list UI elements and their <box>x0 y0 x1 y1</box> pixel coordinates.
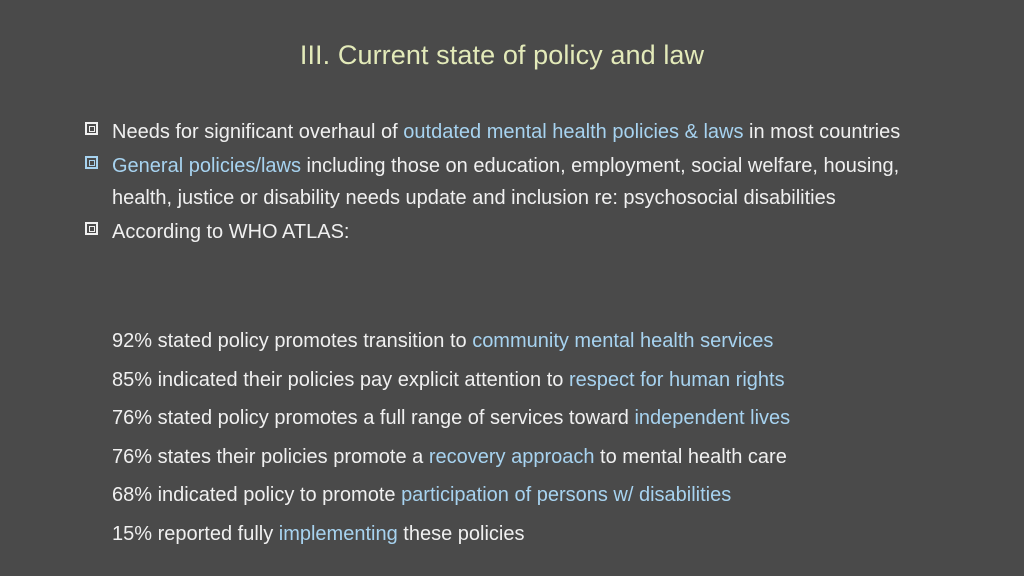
bullet-item <box>84 116 964 148</box>
bullet-highlight: outdated mental health policies & laws <box>403 121 744 143</box>
stat-highlight: community mental health services <box>472 330 774 352</box>
stat-line <box>112 476 992 515</box>
stat-line <box>112 515 992 554</box>
stat-list <box>112 322 992 553</box>
stat-text: 76% states their policies promote a <box>112 445 429 468</box>
bullet-text: Needs for significant overhaul of <box>112 121 404 143</box>
stat-text: 68% indicated policy to promote <box>112 484 402 506</box>
square-bullet-icon <box>85 156 98 169</box>
stat-text: 85% indicated their policies pay explicit attention to <box>112 368 569 391</box>
stat-line <box>112 322 992 361</box>
stat-highlight: participation of persons w/ disabilities <box>401 484 732 506</box>
bullet-text: in most countries <box>743 121 901 143</box>
slide-title: III. Current state of policy and law <box>299 40 705 70</box>
stat-highlight: respect for human rights <box>568 368 785 391</box>
bullet-item <box>84 150 964 214</box>
bullet-list <box>84 116 964 250</box>
stat-line <box>112 361 992 400</box>
bullet-item <box>84 216 964 248</box>
stat-text: 92% stated policy promotes transition to <box>112 330 473 352</box>
stat-line <box>112 399 992 438</box>
stat-text: these policies <box>397 522 525 545</box>
square-bullet-icon <box>85 122 98 135</box>
square-bullet-icon <box>85 222 98 235</box>
stat-highlight: recovery approach <box>428 445 595 468</box>
stat-highlight: implementing <box>278 522 398 545</box>
stat-text: 76% stated policy promotes a full range of services toward <box>112 407 635 429</box>
stat-highlight: independent lives <box>634 407 791 429</box>
stat-line <box>112 438 992 477</box>
bullet-text: including those on education, employment, social welfare, housing, health, justice or disability needs update and inclusion re: psychosocial disabilities <box>112 155 900 209</box>
stat-text: 15% reported fully <box>112 522 279 545</box>
bullet-highlight: General policies/laws <box>112 155 301 177</box>
stat-text: to mental health care <box>594 445 787 468</box>
bullet-text: According to WHO ATLAS: <box>112 221 350 243</box>
